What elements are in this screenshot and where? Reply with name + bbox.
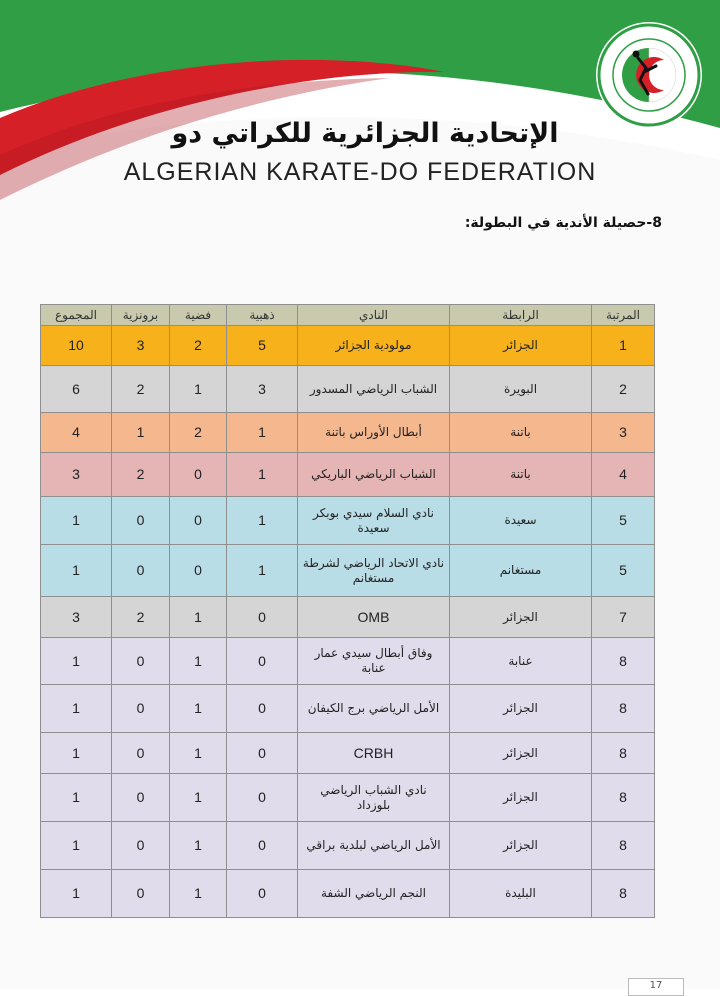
- cell-rank: 5: [592, 497, 655, 545]
- federation-logo: [594, 20, 704, 130]
- cell-gold: 3: [227, 366, 298, 413]
- cell-club: نادي الشباب الرياضي بلوزداد: [298, 774, 450, 822]
- table-row: [41, 453, 655, 497]
- cell-club: نادي الاتحاد الرياضي لشرطة مستغانم: [298, 545, 450, 597]
- section-title: 8-حصيلة الأندية في البطولة:: [464, 215, 662, 231]
- cell-rank: 8: [592, 870, 655, 918]
- table-row: [41, 366, 655, 413]
- cell-gold: 0: [227, 774, 298, 822]
- table-row: [41, 497, 655, 545]
- cell-league: الجزائر: [450, 685, 592, 733]
- cell-gold: 0: [227, 822, 298, 870]
- cell-rank: 8: [592, 685, 655, 733]
- page-number: 17: [628, 978, 684, 996]
- cell-silver: 1: [170, 366, 227, 413]
- cell-bronze: 0: [112, 545, 170, 597]
- cell-league: سعيدة: [450, 497, 592, 545]
- cell-total: 1: [41, 638, 112, 685]
- cell-bronze: 0: [112, 497, 170, 545]
- header-rank: المرتبة: [592, 305, 655, 326]
- header-club: النادي: [298, 305, 450, 326]
- cell-club: النجم الرياضي الشفة: [298, 870, 450, 918]
- cell-bronze: 0: [112, 733, 170, 774]
- cell-gold: 1: [227, 453, 298, 497]
- cell-silver: 1: [170, 638, 227, 685]
- cell-club: الأمل الرياضي لبلدية براقي: [298, 822, 450, 870]
- cell-silver: 0: [170, 453, 227, 497]
- cell-rank: 8: [592, 733, 655, 774]
- cell-league: الجزائر: [450, 597, 592, 638]
- cell-silver: 1: [170, 733, 227, 774]
- header-gold: ذهبية: [227, 305, 298, 326]
- cell-rank: 4: [592, 453, 655, 497]
- cell-rank: 8: [592, 822, 655, 870]
- cell-rank: 3: [592, 413, 655, 453]
- cell-total: 1: [41, 733, 112, 774]
- cell-bronze: 1: [112, 413, 170, 453]
- cell-gold: 0: [227, 638, 298, 685]
- cell-club: الشباب الرياضي الباريكي: [298, 453, 450, 497]
- cell-bronze: 2: [112, 453, 170, 497]
- cell-silver: 2: [170, 326, 227, 366]
- table-row: [41, 413, 655, 453]
- cell-total: 6: [41, 366, 112, 413]
- table-body: [41, 326, 655, 918]
- cell-silver: 0: [170, 497, 227, 545]
- table-row: [41, 870, 655, 918]
- cell-club: الأمل الرياضي برج الكيفان: [298, 685, 450, 733]
- cell-gold: 5: [227, 326, 298, 366]
- cell-gold: 0: [227, 733, 298, 774]
- cell-silver: 1: [170, 685, 227, 733]
- cell-league: الجزائر: [450, 733, 592, 774]
- cell-silver: 1: [170, 597, 227, 638]
- cell-gold: 0: [227, 685, 298, 733]
- cell-total: 1: [41, 870, 112, 918]
- table-row: [41, 733, 655, 774]
- table-row: [41, 774, 655, 822]
- table-row: [41, 685, 655, 733]
- cell-gold: 1: [227, 497, 298, 545]
- cell-bronze: 2: [112, 597, 170, 638]
- header-league: الرابطة: [450, 305, 592, 326]
- cell-gold: 0: [227, 597, 298, 638]
- club-results-table: [40, 304, 655, 918]
- cell-club: OMB: [298, 597, 450, 638]
- cell-rank: 2: [592, 366, 655, 413]
- cell-bronze: 0: [112, 638, 170, 685]
- cell-club: مولودية الجزائر: [298, 326, 450, 366]
- cell-rank: 8: [592, 638, 655, 685]
- table-row: [41, 597, 655, 638]
- cell-league: الجزائر: [450, 774, 592, 822]
- cell-league: باتنة: [450, 453, 592, 497]
- federation-title-arabic: الإتحادية الجزائرية للكراتي دو: [171, 118, 559, 149]
- cell-total: 1: [41, 774, 112, 822]
- cell-club: أبطال الأوراس باتنة: [298, 413, 450, 453]
- cell-club: CRBH: [298, 733, 450, 774]
- cell-rank: 1: [592, 326, 655, 366]
- header-bronze: برونزية: [112, 305, 170, 326]
- cell-bronze: 0: [112, 774, 170, 822]
- cell-gold: 1: [227, 545, 298, 597]
- cell-league: عنابة: [450, 638, 592, 685]
- cell-bronze: 3: [112, 326, 170, 366]
- cell-rank: 7: [592, 597, 655, 638]
- cell-league: باتنة: [450, 413, 592, 453]
- cell-league: البليدة: [450, 870, 592, 918]
- cell-bronze: 0: [112, 685, 170, 733]
- cell-club: نادي السلام سيدي بوبكر سعيدة: [298, 497, 450, 545]
- cell-gold: 1: [227, 413, 298, 453]
- header-silver: فضية: [170, 305, 227, 326]
- cell-total: 1: [41, 685, 112, 733]
- cell-bronze: 0: [112, 870, 170, 918]
- cell-silver: 1: [170, 822, 227, 870]
- cell-silver: 2: [170, 413, 227, 453]
- table-row: [41, 638, 655, 685]
- cell-bronze: 2: [112, 366, 170, 413]
- cell-total: 4: [41, 413, 112, 453]
- cell-gold: 0: [227, 870, 298, 918]
- cell-total: 1: [41, 822, 112, 870]
- cell-league: البويرة: [450, 366, 592, 413]
- table-row: [41, 545, 655, 597]
- table-row: [41, 326, 655, 366]
- table-header-row: [41, 305, 655, 326]
- cell-total: 10: [41, 326, 112, 366]
- cell-rank: 8: [592, 774, 655, 822]
- table-row: [41, 822, 655, 870]
- cell-silver: 1: [170, 870, 227, 918]
- federation-title-english: ALGERIAN KARATE-DO FEDERATION: [123, 158, 597, 186]
- cell-total: 1: [41, 497, 112, 545]
- cell-league: الجزائر: [450, 822, 592, 870]
- cell-league: الجزائر: [450, 326, 592, 366]
- cell-rank: 5: [592, 545, 655, 597]
- cell-bronze: 0: [112, 822, 170, 870]
- cell-club: الشباب الرياضي المسدور: [298, 366, 450, 413]
- cell-silver: 0: [170, 545, 227, 597]
- cell-total: 3: [41, 453, 112, 497]
- cell-total: 3: [41, 597, 112, 638]
- cell-league: مستغانم: [450, 545, 592, 597]
- cell-club: وفاق أبطال سيدي عمار عنابة: [298, 638, 450, 685]
- header-total: المجموع: [41, 305, 112, 326]
- cell-total: 1: [41, 545, 112, 597]
- cell-silver: 1: [170, 774, 227, 822]
